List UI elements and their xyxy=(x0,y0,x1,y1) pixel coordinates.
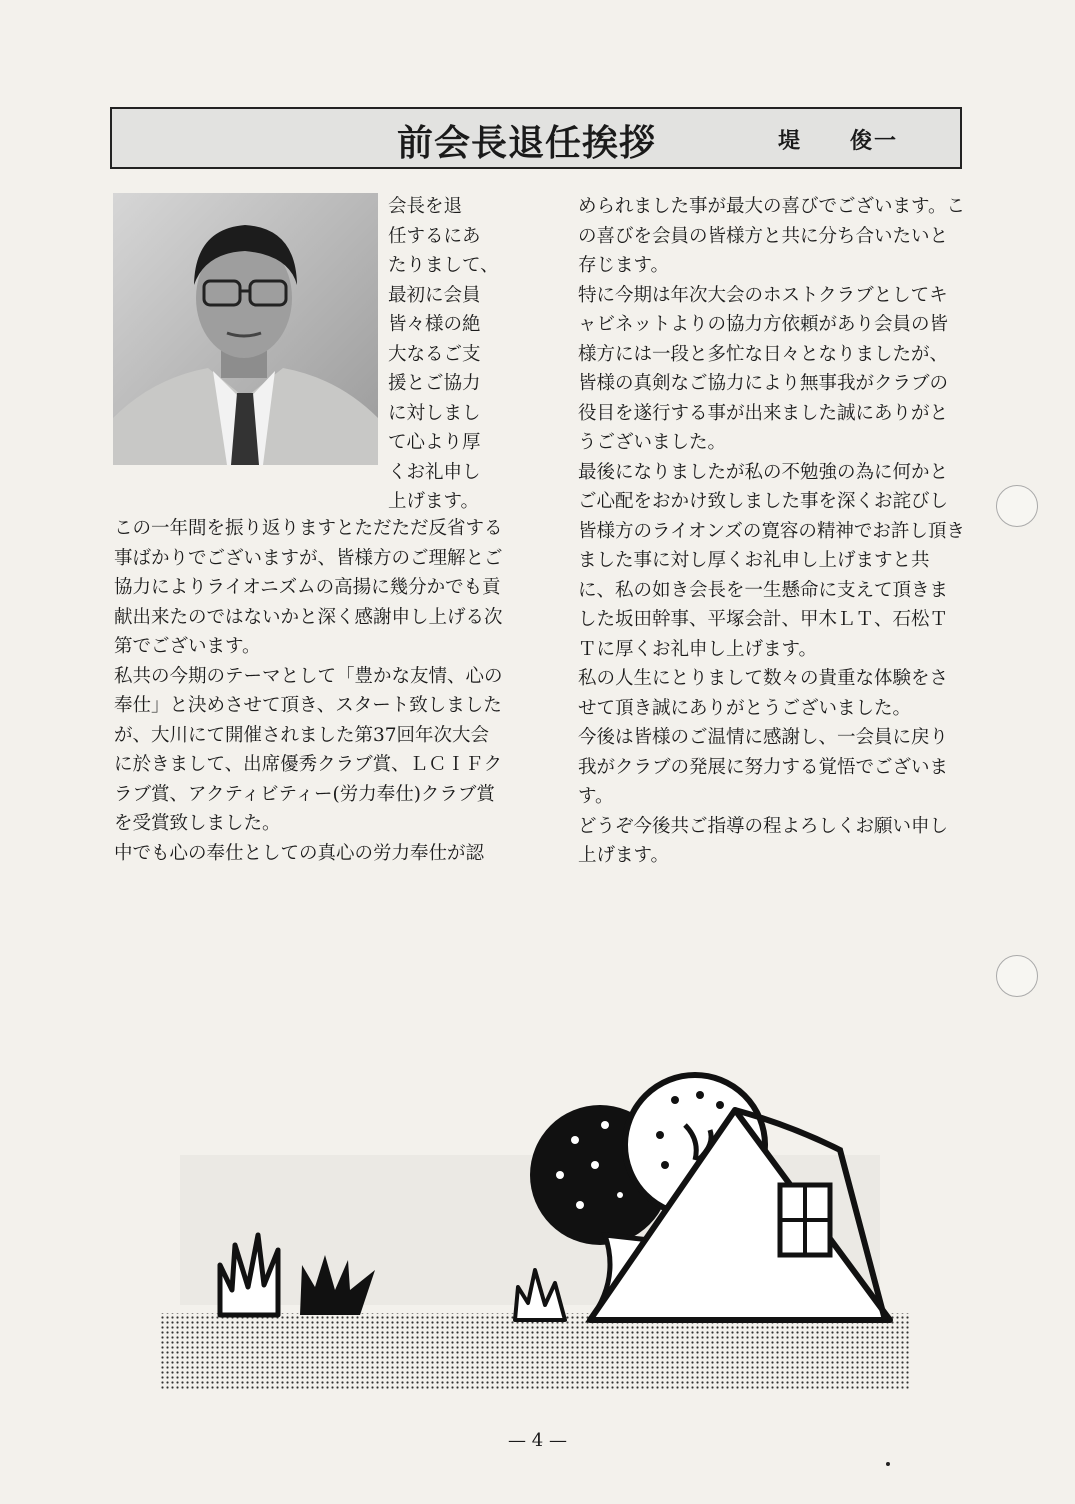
paragraph: 私共の今期のテーマとして「豊かな友情、心の奉仕」と決めさせて頂き、スタート致しましたが、大川にて開催されました第37回年次大会に於きまして、出席優秀クラブ賞、ＬＣＩＦクラブ賞、アクティビティー(労力奉仕)クラブ賞を受賞致しました。 xyxy=(114,665,503,834)
paragraph: 私の人生にとりまして数々の貴重な体験をさせて頂き誠にありがとうございました。 xyxy=(578,668,949,719)
intro-narrow-text xyxy=(388,192,506,517)
narrow-line: 会長を退 xyxy=(388,196,463,217)
narrow-line: て心より厚 xyxy=(388,432,481,453)
narrow-line: たりまして、 xyxy=(388,255,499,276)
author-name: 堤 俊一 xyxy=(778,129,899,154)
paragraph: この一年間を振り返りますとただただ反省する事ばかりでございますが、皆様方のご理解とご協力によりライオニズムの高揚に幾分かでも貢献出来たのではないかと深く感謝申し上げる次第でございます。 xyxy=(114,518,503,657)
narrow-line: 援とご協力 xyxy=(388,373,481,394)
narrow-line: 上げます。 xyxy=(388,491,480,512)
narrow-line: 大なるご支 xyxy=(388,343,481,365)
narrow-line: くお礼申し xyxy=(388,461,481,483)
binder-hole xyxy=(996,955,1038,997)
narrow-line: に対しまし xyxy=(388,402,481,424)
paragraph: められました事が最大の喜びでございます。この喜びを会員の皆様方と共に分ち合いたいと存じます。 xyxy=(578,196,966,276)
house-tree-illustration-icon xyxy=(150,1065,920,1405)
narrow-line: 任するにあ xyxy=(388,225,481,247)
paragraph: 最後になりましたが私の不勉強の為に何かとご心配をおかけ致しました事を深くお詫びし皆様方のライオンズの寛容の精神でお許し頂きました事に対し厚くお礼申し上げますと共に、私の如き会長を一生懸命に支えて頂きました坂田幹事、平塚会計、甲木ＬＴ、石松ＴＴに厚くお礼申し上げます。 xyxy=(578,461,965,660)
left-column xyxy=(114,514,506,868)
page-title: 前会長退任挨拶 xyxy=(397,123,657,164)
narrow-line: 皆々様の絶 xyxy=(388,314,481,335)
portrait-photo-icon xyxy=(113,193,378,465)
speck xyxy=(886,1462,890,1466)
narrow-line: 最初に会員 xyxy=(388,284,481,306)
paragraph: どうぞ今後共ご指導の程よろしくお願い申し上げます。 xyxy=(578,815,949,866)
paragraph: 今後は皆様のご温情に感謝し、一会員に戻り我がクラブの発展に努力する覚悟でございます。 xyxy=(578,727,949,807)
right-column xyxy=(578,192,966,871)
paragraph: 中でも心の奉仕としての真心の労力奉仕が認 xyxy=(114,842,485,864)
binder-hole xyxy=(996,485,1038,527)
page-number: — 4 — xyxy=(508,1430,567,1451)
title-banner xyxy=(110,107,962,169)
paragraph: 特に今期は年次大会のホストクラブとしてキャビネットよりの協力方依頼があり会員の皆様方には一段と多忙な日々となりましたが、皆様の真剣なご協力により無事我がクラブの役目を遂行する事が出来ました誠にありがとうございました。 xyxy=(578,284,949,453)
